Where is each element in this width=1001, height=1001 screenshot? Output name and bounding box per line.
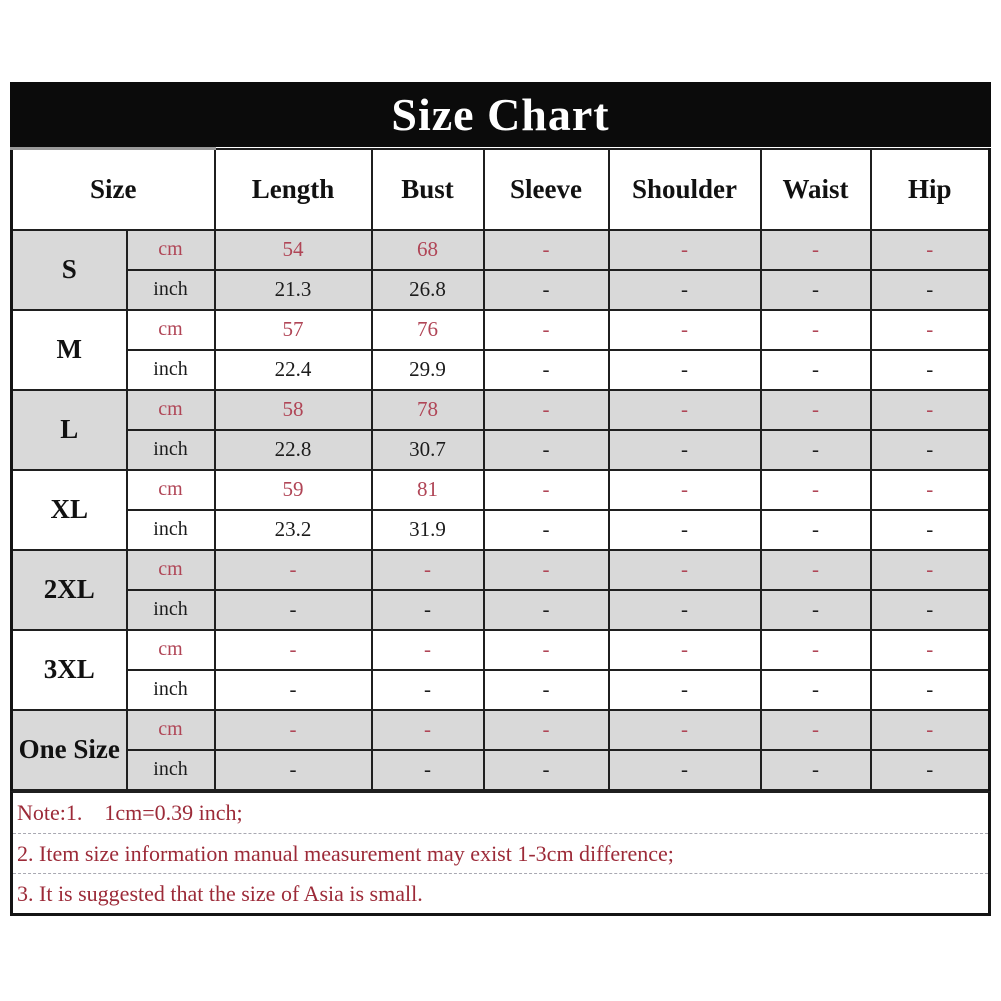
- value-3xl-cm-5: -: [871, 630, 990, 670]
- value-l-inch-2: -: [484, 430, 609, 470]
- value-3xl-cm-4: -: [761, 630, 871, 670]
- value-2xl-cm-3: -: [609, 550, 761, 590]
- value-s-inch-2: -: [484, 270, 609, 310]
- row-one-size-cm: [12, 710, 990, 750]
- value-l-cm-3: -: [609, 390, 761, 430]
- value-s-inch-1: 26.8: [372, 270, 484, 310]
- value-xl-cm-4: -: [761, 470, 871, 510]
- size-label-one-size: One Size: [12, 710, 127, 790]
- unit-label-inch: inch: [127, 670, 215, 710]
- value-one-size-inch-0: -: [215, 750, 372, 790]
- unit-label-inch: inch: [127, 270, 215, 310]
- unit-label-cm: cm: [127, 310, 215, 350]
- value-one-size-inch-4: -: [761, 750, 871, 790]
- size-label-xl: XL: [12, 470, 127, 550]
- value-one-size-cm-1: -: [372, 710, 484, 750]
- unit-label-inch: inch: [127, 430, 215, 470]
- value-l-inch-3: -: [609, 430, 761, 470]
- value-m-cm-5: -: [871, 310, 990, 350]
- unit-label-cm: cm: [127, 230, 215, 270]
- value-one-size-inch-1: -: [372, 750, 484, 790]
- column-header-shoulder: Shoulder: [609, 149, 761, 230]
- value-s-cm-3: -: [609, 230, 761, 270]
- value-xl-cm-0: 59: [215, 470, 372, 510]
- value-xl-inch-0: 23.2: [215, 510, 372, 550]
- size-chart-table: [10, 147, 991, 791]
- value-one-size-inch-2: -: [484, 750, 609, 790]
- column-header-size: Size: [12, 149, 215, 230]
- value-2xl-inch-3: -: [609, 590, 761, 630]
- value-xl-inch-4: -: [761, 510, 871, 550]
- value-xl-cm-3: -: [609, 470, 761, 510]
- size-label-3xl: 3XL: [12, 630, 127, 710]
- value-one-size-cm-5: -: [871, 710, 990, 750]
- row-2xl-inch: [12, 590, 990, 630]
- value-m-cm-3: -: [609, 310, 761, 350]
- row-l-cm: [12, 390, 990, 430]
- value-3xl-inch-5: -: [871, 670, 990, 710]
- size-chart-sheet: [10, 82, 991, 916]
- value-s-cm-1: 68: [372, 230, 484, 270]
- size-table-body: [12, 230, 990, 790]
- row-3xl-inch: [12, 670, 990, 710]
- value-l-inch-4: -: [761, 430, 871, 470]
- value-s-cm-2: -: [484, 230, 609, 270]
- value-xl-inch-1: 31.9: [372, 510, 484, 550]
- size-label-2xl: 2XL: [12, 550, 127, 630]
- value-2xl-cm-2: -: [484, 550, 609, 590]
- value-l-cm-5: -: [871, 390, 990, 430]
- unit-label-inch: inch: [127, 750, 215, 790]
- value-s-cm-4: -: [761, 230, 871, 270]
- column-header-sleeve: Sleeve: [484, 149, 609, 230]
- row-m-cm: [12, 310, 990, 350]
- value-2xl-cm-0: -: [215, 550, 372, 590]
- unit-label-inch: inch: [127, 590, 215, 630]
- value-one-size-inch-5: -: [871, 750, 990, 790]
- unit-label-inch: inch: [127, 510, 215, 550]
- row-s-inch: [12, 270, 990, 310]
- value-2xl-cm-4: -: [761, 550, 871, 590]
- value-s-inch-0: 21.3: [215, 270, 372, 310]
- unit-label-inch: inch: [127, 350, 215, 390]
- value-m-inch-2: -: [484, 350, 609, 390]
- value-m-cm-4: -: [761, 310, 871, 350]
- value-m-inch-5: -: [871, 350, 990, 390]
- size-label-l: L: [12, 390, 127, 470]
- value-m-inch-3: -: [609, 350, 761, 390]
- value-one-size-cm-3: -: [609, 710, 761, 750]
- value-one-size-cm-4: -: [761, 710, 871, 750]
- notes-section: [10, 791, 991, 916]
- unit-label-cm: cm: [127, 390, 215, 430]
- value-l-cm-2: -: [484, 390, 609, 430]
- value-2xl-cm-1: -: [372, 550, 484, 590]
- value-m-inch-0: 22.4: [215, 350, 372, 390]
- value-l-cm-4: -: [761, 390, 871, 430]
- size-label-s: S: [12, 230, 127, 310]
- value-l-inch-1: 30.7: [372, 430, 484, 470]
- row-l-inch: [12, 430, 990, 470]
- value-l-cm-1: 78: [372, 390, 484, 430]
- column-header-waist: Waist: [761, 149, 871, 230]
- title-bar: [10, 82, 991, 147]
- value-l-inch-0: 22.8: [215, 430, 372, 470]
- value-xl-inch-2: -: [484, 510, 609, 550]
- value-xl-cm-2: -: [484, 470, 609, 510]
- value-xl-cm-1: 81: [372, 470, 484, 510]
- unit-label-cm: cm: [127, 710, 215, 750]
- row-s-cm: [12, 230, 990, 270]
- value-3xl-inch-2: -: [484, 670, 609, 710]
- value-2xl-inch-0: -: [215, 590, 372, 630]
- unit-label-cm: cm: [127, 630, 215, 670]
- value-m-inch-4: -: [761, 350, 871, 390]
- value-m-inch-1: 29.9: [372, 350, 484, 390]
- value-m-cm-0: 57: [215, 310, 372, 350]
- note-line-3: 3. It is suggested that the size of Asia is small.: [13, 873, 988, 913]
- value-l-inch-5: -: [871, 430, 990, 470]
- value-one-size-inch-3: -: [609, 750, 761, 790]
- value-s-inch-5: -: [871, 270, 990, 310]
- value-3xl-cm-3: -: [609, 630, 761, 670]
- value-m-cm-2: -: [484, 310, 609, 350]
- value-m-cm-1: 76: [372, 310, 484, 350]
- value-xl-inch-3: -: [609, 510, 761, 550]
- value-one-size-cm-2: -: [484, 710, 609, 750]
- row-2xl-cm: [12, 550, 990, 590]
- value-s-cm-5: -: [871, 230, 990, 270]
- value-3xl-cm-1: -: [372, 630, 484, 670]
- unit-label-cm: cm: [127, 550, 215, 590]
- unit-label-cm: cm: [127, 470, 215, 510]
- value-3xl-inch-4: -: [761, 670, 871, 710]
- value-3xl-cm-0: -: [215, 630, 372, 670]
- value-xl-cm-5: -: [871, 470, 990, 510]
- value-2xl-inch-2: -: [484, 590, 609, 630]
- value-2xl-inch-1: -: [372, 590, 484, 630]
- row-3xl-cm: [12, 630, 990, 670]
- value-s-cm-0: 54: [215, 230, 372, 270]
- value-2xl-inch-5: -: [871, 590, 990, 630]
- value-3xl-cm-2: -: [484, 630, 609, 670]
- row-one-size-inch: [12, 750, 990, 790]
- row-m-inch: [12, 350, 990, 390]
- value-xl-inch-5: -: [871, 510, 990, 550]
- note-line-2: 2. Item size information manual measurement may exist 1-3cm difference;: [13, 833, 988, 873]
- header-row: [12, 149, 990, 230]
- value-one-size-cm-0: -: [215, 710, 372, 750]
- row-xl-inch: [12, 510, 990, 550]
- column-header-hip: Hip: [871, 149, 990, 230]
- value-3xl-inch-3: -: [609, 670, 761, 710]
- value-s-inch-3: -: [609, 270, 761, 310]
- value-3xl-inch-0: -: [215, 670, 372, 710]
- column-header-length: Length: [215, 149, 372, 230]
- row-xl-cm: [12, 470, 990, 510]
- value-3xl-inch-1: -: [372, 670, 484, 710]
- column-header-bust: Bust: [372, 149, 484, 230]
- note-line-1: Note:1. 1cm=0.39 inch;: [17, 799, 243, 825]
- value-s-inch-4: -: [761, 270, 871, 310]
- page-title: Size Chart: [391, 88, 610, 140]
- value-l-cm-0: 58: [215, 390, 372, 430]
- value-2xl-inch-4: -: [761, 590, 871, 630]
- value-2xl-cm-5: -: [871, 550, 990, 590]
- size-label-m: M: [12, 310, 127, 390]
